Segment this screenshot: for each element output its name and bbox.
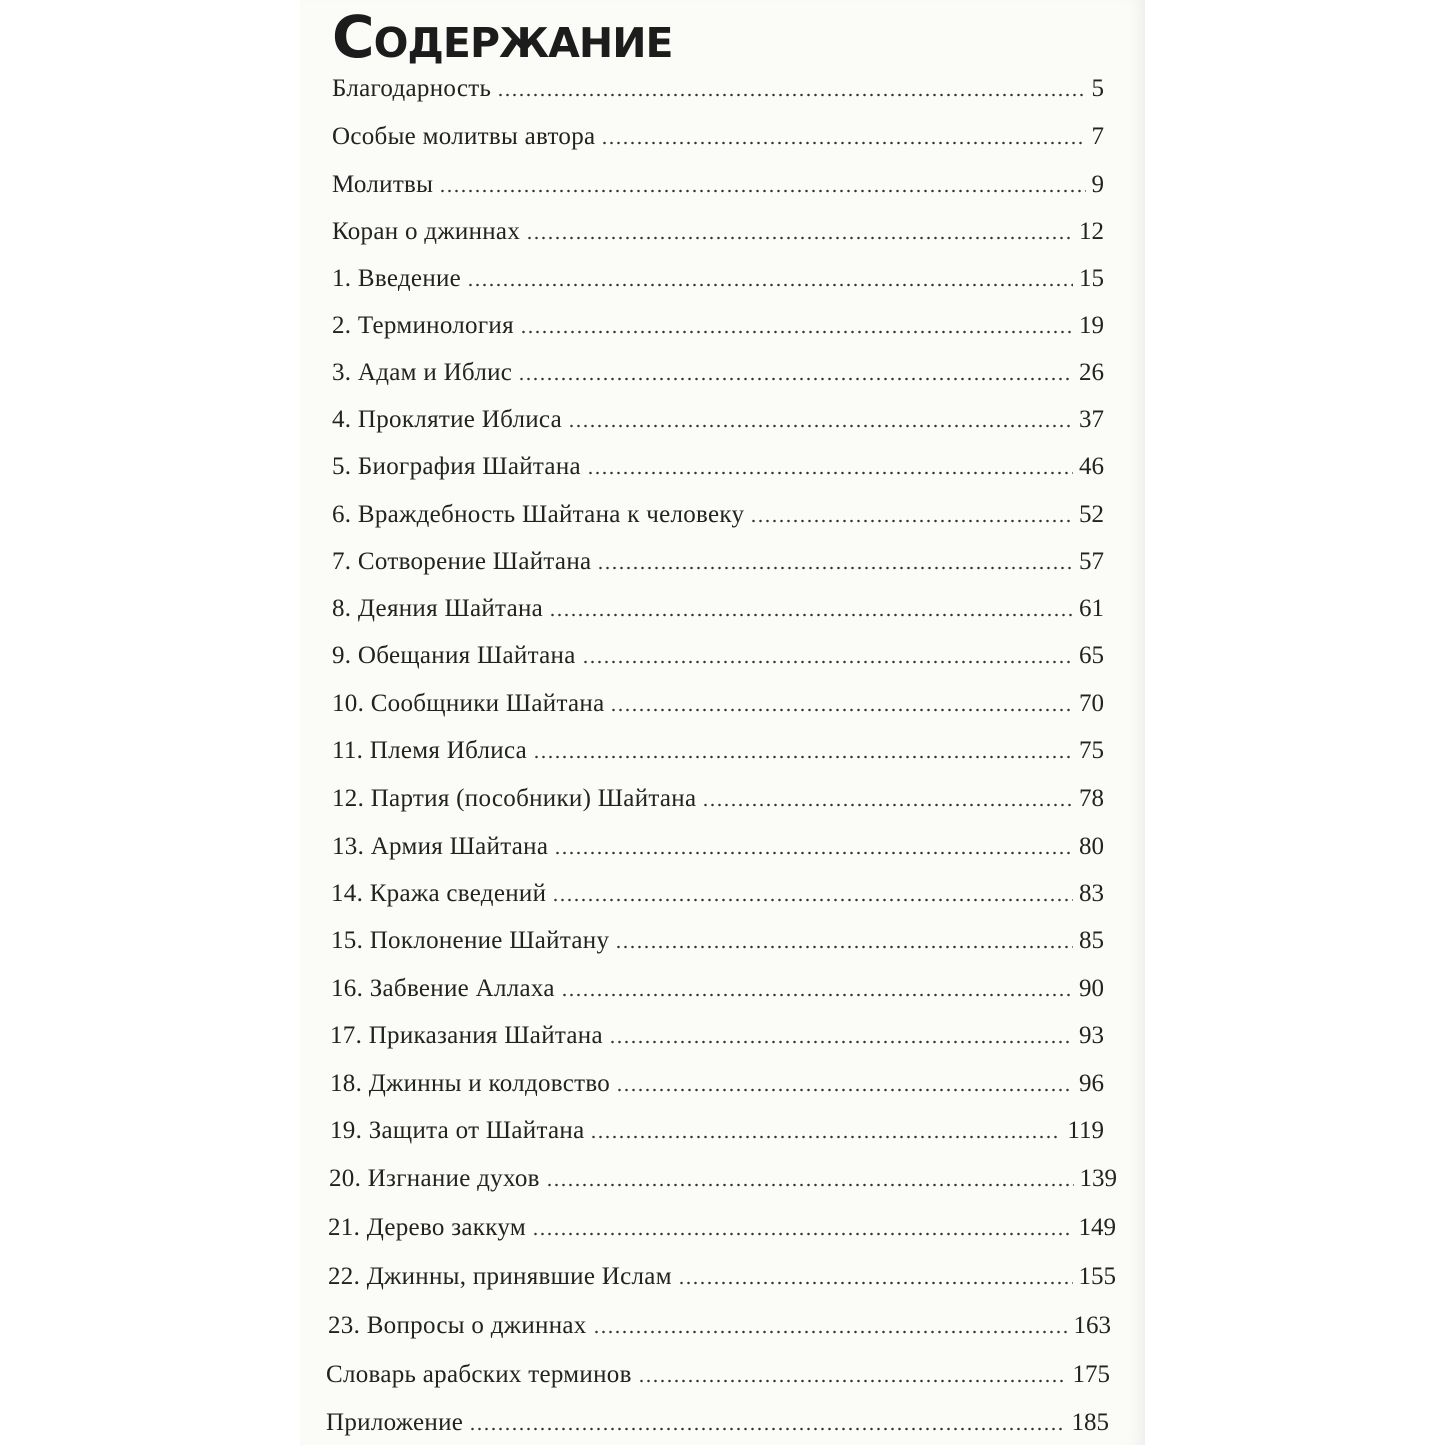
toc-entry [332, 213, 1104, 247]
toc-entry-label: 14. Кража сведений [331, 880, 547, 907]
dot-leader [590, 1134, 1061, 1140]
toc-entry-page: 70 [1079, 690, 1104, 717]
dot-leader [533, 754, 1073, 760]
dot-leader [702, 802, 1073, 808]
toc-entry-page: 80 [1079, 833, 1104, 860]
toc-entry [332, 496, 1104, 530]
toc-entry-page: 52 [1079, 501, 1104, 528]
toc-entry-label: Приложение [326, 1409, 464, 1436]
toc-entry-label: 6. Враждебность Шайтана к человеку [332, 501, 745, 528]
toc-entry-page: 93 [1079, 1022, 1104, 1049]
toc-entry [332, 401, 1104, 435]
dot-leader [526, 235, 1073, 241]
toc-entry-label: 20. Изгнание духов [329, 1165, 540, 1192]
toc-entry-label: 11. Племя Иблиса [332, 737, 528, 764]
toc-entry [332, 118, 1104, 152]
dot-leader [750, 518, 1073, 524]
toc-entry-page: 90 [1079, 975, 1104, 1002]
dot-leader [497, 92, 1085, 98]
toc-entry-label: 4. Проклятие Иблиса [332, 406, 563, 433]
dot-leader [678, 1280, 1073, 1286]
dot-leader [597, 565, 1073, 571]
dot-leader [439, 188, 1085, 194]
toc-entry-page: 61 [1079, 595, 1104, 622]
toc-entry-label: 2. Терминология [332, 312, 514, 339]
dot-leader [638, 1378, 1067, 1384]
toc-entry-label: Молитвы [332, 171, 434, 198]
toc-entry-page: 15 [1079, 265, 1104, 292]
dot-leader [554, 850, 1073, 856]
toc-entry-page: 155 [1078, 1263, 1116, 1290]
toc-entry-label: 19. Защита от Шайтана [330, 1117, 585, 1144]
toc-entry [330, 1017, 1104, 1051]
toc-entry [328, 1307, 1111, 1341]
toc-entry-label: Особые молитвы автора [332, 123, 596, 150]
toc-entry [332, 307, 1104, 341]
toc-entry [328, 1258, 1116, 1292]
toc-entry [331, 970, 1104, 1004]
toc-entry [332, 260, 1104, 294]
toc-entry [332, 354, 1104, 388]
toc-entry [332, 828, 1104, 862]
toc-entry-page: 185 [1071, 1409, 1109, 1436]
toc-entry-label: 13. Армия Шайтана [332, 833, 549, 860]
toc-entry-page: 12 [1079, 218, 1104, 245]
dot-leader [568, 423, 1073, 429]
dot-leader [549, 612, 1073, 618]
toc-entry-label: 15. Поклонение Шайтану [331, 927, 610, 954]
dot-leader [616, 1087, 1073, 1093]
toc-entry [332, 637, 1104, 671]
dot-leader [469, 1426, 1065, 1432]
toc-entry [330, 1112, 1104, 1146]
toc-entry [328, 1209, 1116, 1243]
toc-entry-label: 8. Деяния Шайтана [332, 595, 544, 622]
toc-entry [331, 875, 1104, 909]
toc-entry-label: 16. Забвение Аллаха [331, 975, 555, 1002]
toc-entry [332, 70, 1104, 104]
toc-entry [332, 732, 1104, 766]
toc-entry-label: 3. Адам и Иблис [332, 359, 513, 386]
toc-entry-label: 7. Сотворение Шайтана [332, 548, 592, 575]
toc-entry [332, 543, 1104, 577]
toc-entry-label: 23. Вопросы о джиннах [328, 1312, 587, 1339]
toc-entry [326, 1404, 1109, 1438]
dot-leader [601, 140, 1085, 146]
toc-entry-label: 18. Джинны и колдовство [330, 1070, 611, 1097]
toc-entry [326, 1356, 1110, 1390]
toc-entry-page: 65 [1079, 642, 1104, 669]
dot-leader [552, 897, 1073, 903]
toc-entry-label: 12. Партия (пособники) Шайтана [332, 785, 697, 812]
toc-entry-page: 85 [1079, 927, 1104, 954]
toc-entry-page: 7 [1091, 123, 1104, 150]
toc-entry-page: 175 [1072, 1361, 1110, 1388]
toc-entry [332, 685, 1104, 719]
dot-leader [587, 470, 1073, 476]
dot-leader [518, 376, 1073, 382]
toc-entry [332, 780, 1104, 814]
toc-entry-label: Коран о джиннах [332, 218, 521, 245]
toc-entry-label: Благодарность [332, 75, 492, 102]
toc-entry-page: 163 [1073, 1312, 1111, 1339]
toc-entry [332, 590, 1104, 624]
toc-entry-page: 96 [1079, 1070, 1104, 1097]
toc-entry-page: 37 [1079, 406, 1104, 433]
toc-entry [329, 1160, 1117, 1194]
dot-leader [520, 329, 1073, 335]
toc-entry-label: Словарь арабских терминов [326, 1361, 632, 1388]
toc-entry [332, 166, 1104, 200]
toc-entry-page: 19 [1079, 312, 1104, 339]
dot-leader [609, 1039, 1073, 1045]
toc-entry-page: 78 [1079, 785, 1104, 812]
toc-entry-label: 10. Сообщники Шайтана [332, 690, 605, 717]
toc-entry-page: 83 [1079, 880, 1104, 907]
toc-entry-label: 22. Джинны, принявшие Ислам [328, 1263, 672, 1290]
toc-entry-label: 5. Биография Шайтана [332, 453, 581, 480]
toc-entry-label: 17. Приказания Шайтана [330, 1022, 603, 1049]
dot-leader [546, 1182, 1074, 1188]
dot-leader [582, 659, 1073, 665]
toc-entry [331, 922, 1104, 956]
dot-leader [561, 992, 1073, 998]
dot-leader [610, 707, 1073, 713]
dot-leader [593, 1329, 1068, 1335]
dot-leader [467, 282, 1073, 288]
toc-entry-label: 9. Обещания Шайтана [332, 642, 576, 669]
toc-entry-label: 1. Введение [332, 265, 462, 292]
toc-entry-page: 26 [1079, 359, 1104, 386]
toc-entry-page: 75 [1079, 737, 1104, 764]
toc-entry-page: 46 [1079, 453, 1104, 480]
toc-entry [330, 1065, 1104, 1099]
toc-entry-page: 9 [1091, 171, 1104, 198]
toc-entry-page: 139 [1079, 1165, 1117, 1192]
toc-entry-page: 57 [1079, 548, 1104, 575]
dot-leader [615, 944, 1073, 950]
dot-leader [532, 1231, 1073, 1237]
toc-entry-page: 149 [1078, 1214, 1116, 1241]
toc-entry-label: 21. Дерево заккум [328, 1214, 526, 1241]
toc-entry [332, 448, 1104, 482]
page-title: Содержание [332, 3, 673, 71]
toc-entry-page: 119 [1067, 1117, 1104, 1144]
toc-entry-page: 5 [1091, 75, 1104, 102]
